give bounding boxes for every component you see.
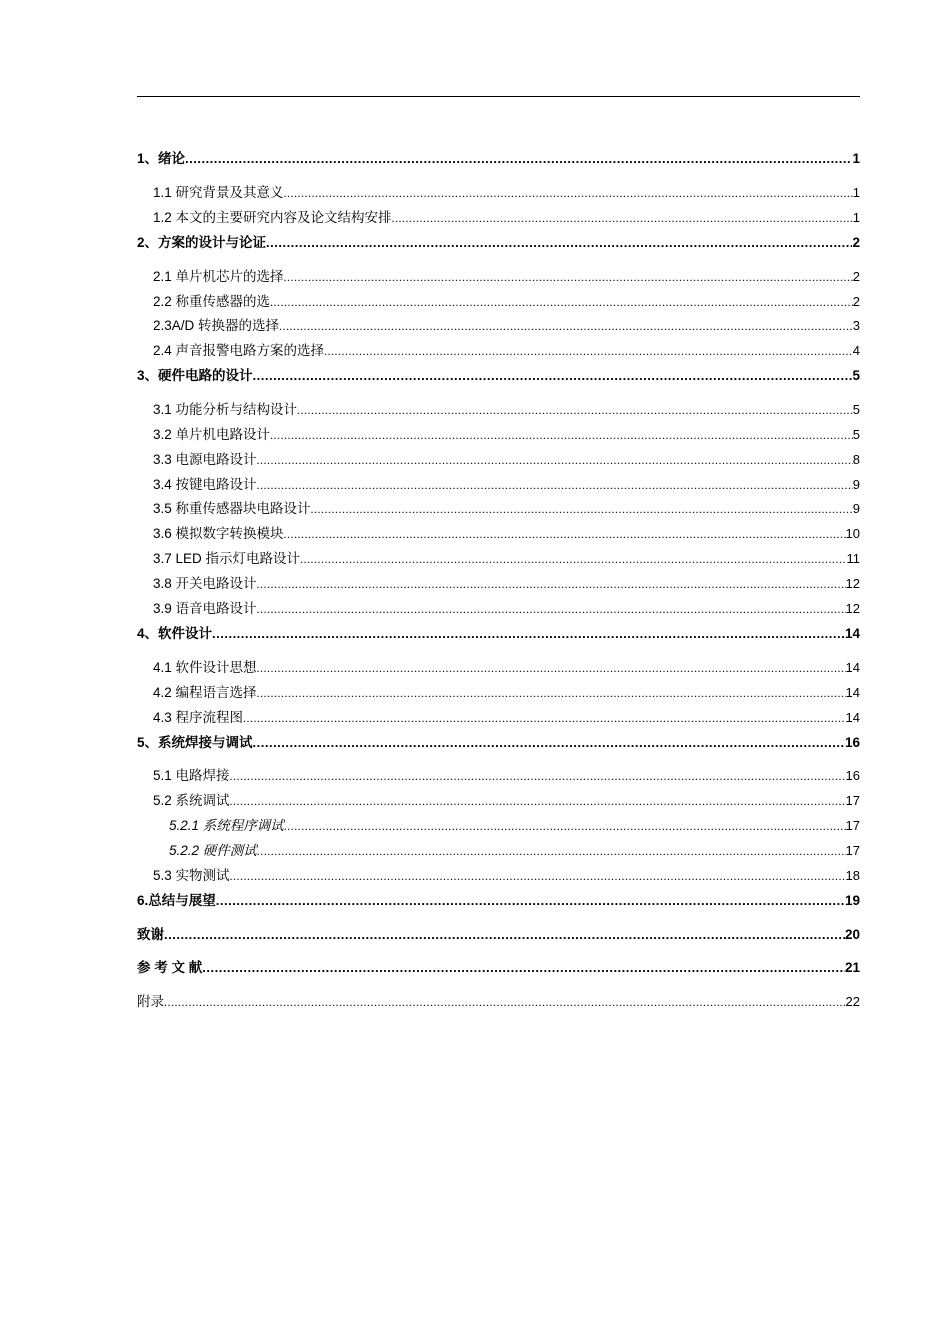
toc-entry-page: 8 (852, 452, 860, 467)
toc-dot-leader (230, 790, 846, 812)
toc-entry-page: 14 (845, 710, 860, 725)
toc-entry-page: 20 (844, 927, 860, 942)
toc-entry-3-3[interactable] (137, 449, 860, 471)
toc-entry-page: 10 (845, 526, 860, 541)
toc-dot-leader (311, 498, 853, 520)
toc-entry-page: 9 (852, 477, 860, 492)
toc-entry-3-4[interactable] (137, 474, 860, 496)
toc-entry-label: 6.总结与展望 (137, 893, 216, 908)
toc-dot-leader (266, 232, 852, 254)
toc-entry-page: 2 (852, 235, 860, 250)
toc-dot-leader (253, 732, 845, 754)
toc-entry-3-9[interactable] (137, 598, 860, 620)
toc-entry-label: 5.2.1 系统程序调试 (169, 818, 284, 833)
toc-dot-leader (230, 865, 846, 887)
toc-entry-2-1[interactable] (137, 266, 860, 288)
toc-entry-label: 2.2 称重传感器的选 (153, 294, 271, 309)
toc-entry-page: 1 (852, 210, 860, 225)
toc-entry-page: 5 (852, 402, 860, 417)
toc-dot-leader (300, 548, 846, 570)
toc-entry-label: 4、软件设计 (137, 626, 213, 641)
toc-dot-leader (284, 266, 853, 288)
toc-entry-label: 5.2 系统调试 (153, 793, 230, 808)
toc-entry-page: 12 (845, 576, 860, 591)
toc-entry-label: 2.3A/D 转换器的选择 (153, 318, 280, 333)
toc-dot-leader (284, 815, 846, 837)
toc-entry-page: 2 (852, 294, 860, 309)
toc-entry-5-1[interactable] (137, 765, 860, 787)
toc-entry-label: 参 考 文 献 (137, 960, 203, 975)
toc-entry-label: 2、方案的设计与论证 (137, 235, 267, 250)
toc-entry-label: 3.6 模拟数字转换模块 (153, 526, 284, 541)
toc-dot-leader (257, 598, 846, 620)
toc-entry-label: 3.8 开关电路设计 (153, 576, 257, 591)
toc-entry-label: 3.9 语音电路设计 (153, 601, 257, 616)
toc-dot-leader (279, 315, 853, 337)
toc-entry-chapter-1[interactable] (137, 148, 860, 170)
toc-dot-leader (230, 765, 846, 787)
toc-entry-3-8[interactable] (137, 573, 860, 595)
toc-entry-page: 2 (852, 269, 860, 284)
toc-entry-page: 4 (852, 343, 860, 358)
toc-dot-leader (297, 399, 853, 421)
toc-entry-label: 附录 (137, 994, 164, 1009)
toc-entry-2-3[interactable] (137, 315, 860, 337)
toc-entry-1-1[interactable] (137, 182, 860, 204)
toc-entry-4-2[interactable] (137, 682, 860, 704)
toc-entry-3-1[interactable] (137, 399, 860, 421)
toc-entry-3-2[interactable] (137, 424, 860, 446)
toc-entry-5-2[interactable] (137, 790, 860, 812)
toc-dot-leader (257, 474, 853, 496)
toc-dot-leader (257, 573, 846, 595)
toc-dot-leader (324, 340, 853, 362)
toc-entry-label: 3.4 按键电路设计 (153, 477, 257, 492)
toc-dot-leader (392, 207, 853, 229)
toc-dot-leader (216, 890, 845, 912)
toc-entry-label: 5.1 电路焊接 (153, 768, 230, 783)
toc-entry-chapter-4[interactable] (137, 623, 860, 645)
toc-dot-leader (270, 291, 853, 313)
toc-entry-5-3[interactable] (137, 865, 860, 887)
toc-entry-label: 3.7 LED 指示灯电路设计 (153, 551, 301, 566)
toc-entry-label: 1.1 研究背景及其意义 (153, 185, 284, 200)
toc-entry-label: 致谢 (137, 927, 164, 942)
toc-entry-page: 5 (852, 368, 860, 383)
toc-entry-chapter-2[interactable] (137, 232, 860, 254)
toc-entry-chapter-3[interactable] (137, 365, 860, 387)
toc-entry-label: 3、硬件电路的设计 (137, 368, 253, 383)
toc-entry-page: 9 (852, 501, 860, 516)
toc-entry-page: 12 (845, 601, 860, 616)
toc-entry-label: 2.1 单片机芯片的选择 (153, 269, 284, 284)
toc-dot-leader (185, 148, 852, 170)
toc-entry-page: 16 (844, 735, 860, 750)
toc-entry-page: 17 (845, 793, 860, 808)
toc-entry-3-7[interactable] (137, 548, 860, 570)
toc-dot-leader (257, 682, 846, 704)
toc-entry-label: 1.2 本文的主要研究内容及论文结构安排 (153, 210, 392, 225)
toc-entry-4-3[interactable] (137, 707, 860, 729)
toc-dot-leader (243, 707, 846, 729)
toc-entry-page: 14 (845, 660, 860, 675)
toc-entry-label: 4.1 软件设计思想 (153, 660, 257, 675)
toc-entry-label: 3.2 单片机电路设计 (153, 427, 271, 442)
toc-entry-2-2[interactable] (137, 291, 860, 313)
toc-entry-page: 5 (852, 427, 860, 442)
toc-entry-1-2[interactable] (137, 207, 860, 229)
toc-entry-page: 17 (845, 818, 860, 833)
toc-dot-leader (284, 523, 846, 545)
toc-entry-page: 11 (846, 551, 860, 566)
toc-dot-leader (164, 924, 845, 946)
toc-dot-leader (284, 182, 853, 204)
toc-entry-page: 17 (845, 843, 860, 858)
toc-dot-leader (253, 365, 853, 387)
toc-entry-label: 4.2 编程语言选择 (153, 685, 257, 700)
toc-entry-label: 5.3 实物测试 (153, 868, 230, 883)
toc-entry-2-4[interactable] (137, 340, 860, 362)
toc-entry-label: 1、绪论 (137, 151, 186, 166)
toc-entry-references[interactable] (137, 957, 860, 979)
toc-entry-page: 16 (845, 768, 860, 783)
toc-entry-label: 3.5 称重传感器块电路设计 (153, 501, 311, 516)
toc-entry-page: 3 (852, 318, 860, 333)
toc-entry-page: 18 (845, 868, 860, 883)
toc-entry-5-2-2[interactable] (137, 840, 860, 862)
toc-dot-leader (257, 657, 846, 679)
toc-entry-chapter-5[interactable] (137, 732, 860, 754)
toc-entry-page: 22 (845, 994, 860, 1009)
toc-entry-5-2-1[interactable] (137, 815, 860, 837)
toc-dot-leader (257, 449, 853, 471)
toc-entry-appendix[interactable] (137, 991, 860, 1013)
toc-dot-leader (202, 957, 845, 979)
toc-entry-chapter-6[interactable] (137, 890, 860, 912)
toc-dot-leader (164, 991, 846, 1013)
toc-entry-page: 14 (845, 685, 860, 700)
toc-entry-label: 5、系统焊接与调试 (137, 735, 253, 750)
toc-entry-3-6[interactable] (137, 523, 860, 545)
toc-entry-label: 2.4 声音报警电路方案的选择 (153, 343, 325, 358)
toc-entry-3-5[interactable] (137, 498, 860, 520)
toc-entry-page: 1 (852, 151, 860, 166)
toc-entry-page: 14 (844, 626, 860, 641)
toc-entry-4-1[interactable] (137, 657, 860, 679)
toc-entry-label: 3.1 功能分析与结构设计 (153, 402, 298, 417)
toc-dot-leader (257, 840, 846, 862)
toc-entry-label: 3.3 电源电路设计 (153, 452, 257, 467)
toc-entry-page: 21 (844, 960, 860, 975)
toc-dot-leader (212, 623, 845, 645)
toc-entry-label: 4.3 程序流程图 (153, 710, 244, 725)
toc-entry-page: 19 (844, 893, 860, 908)
header-rule (137, 96, 860, 97)
toc-entry-page: 1 (852, 185, 860, 200)
toc-dot-leader (270, 424, 853, 446)
toc-entry-acknowledgements[interactable] (137, 924, 860, 946)
toc-entry-label: 5.2.2 硬件测试 (169, 843, 257, 858)
